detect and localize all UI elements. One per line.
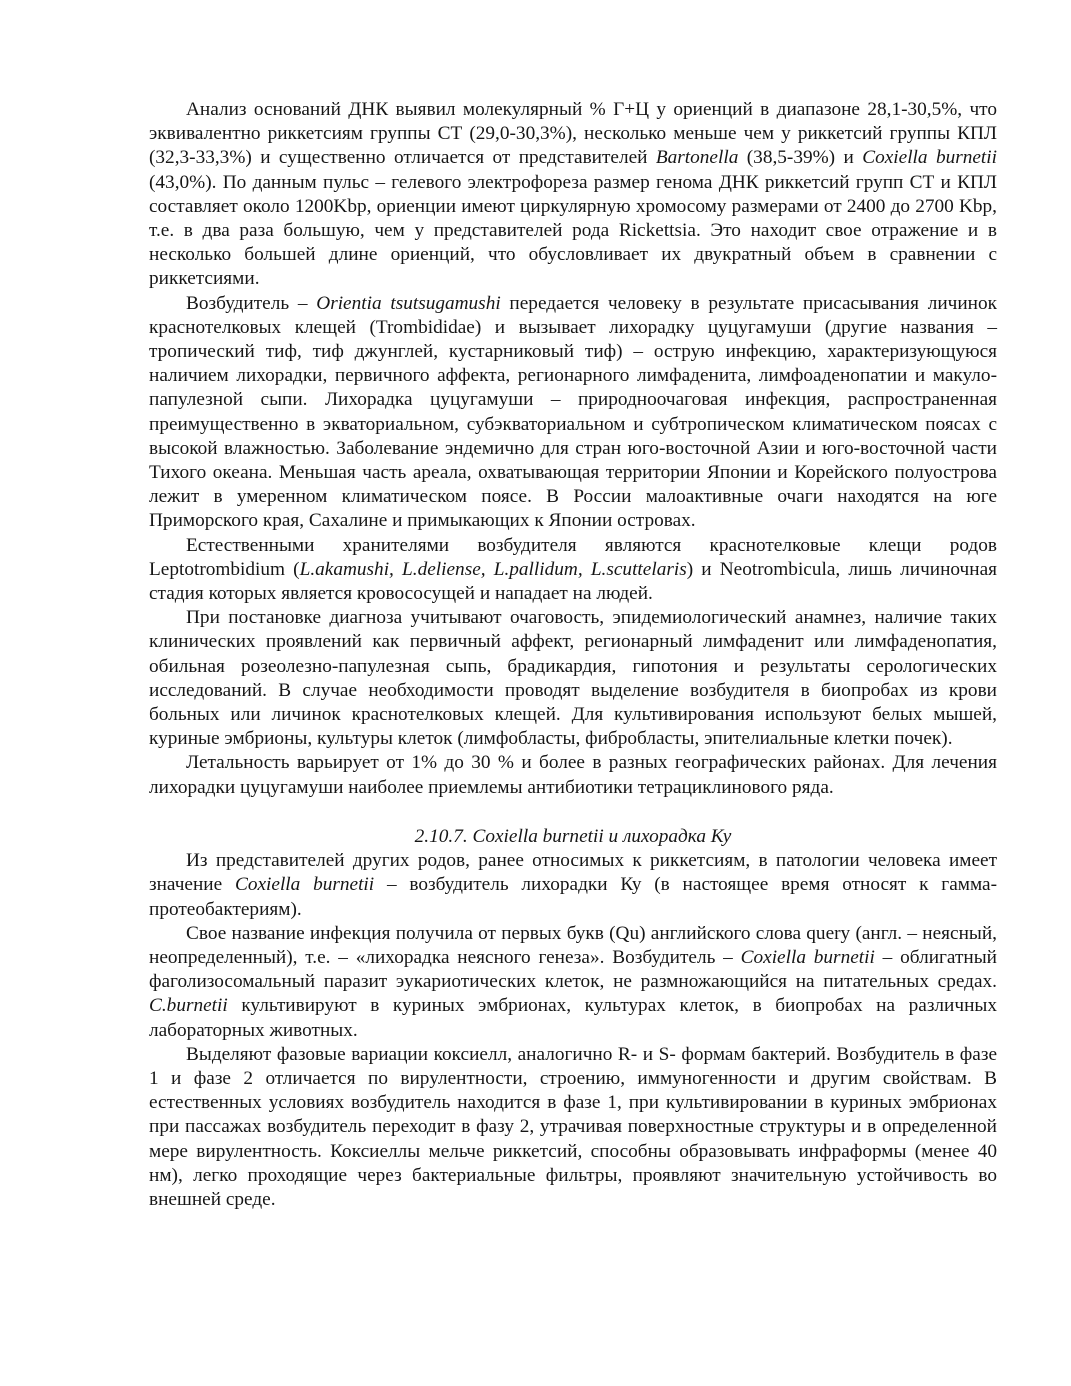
text-run: Естественными хранителями возбудителя являются краснотелковые клещи родов Leptotrombidium ( (149, 534, 997, 580)
text-run: Возбудитель – (186, 292, 317, 314)
text-run: передается человеку в результате присасывания личинок краснотелковых клещей (Trombididae) и вызывает лихорадку цуцугамуши (другие названия – тропический тиф, тиф джунглей, кустарниковый тиф) – острую инфекцию, характеризующуюся наличием лихорадки, первичного аффекта, регионарного лимфаденита, лимфоаденопатии и макуло-папулезной сыпи. Лихорадка цуцугамуши – природноочаговая инфекция, распространенная преимущественно в экваториальном, субэкваториальном и субтропическом климатическом поясах с высокой влажностью. Заболевание эндемично для стран юго-восточной Азии и юго-восточной части Тихого океана. Меньшая часть ареала, охватывающая территории Японии и Корейского полуострова лежит в умеренном климатическом поясе. В России малоактивные очаги находятся на юге Приморского края, Сахалине и примыкающих к Японии островах. (149, 292, 997, 532)
text-run: (38,5-39%) и (738, 147, 863, 169)
paragraph-orientia-pathogen (149, 292, 997, 534)
text-run-italic: Coxiella burnetii (234, 874, 375, 896)
text-run-italic: C.burnetii (149, 995, 228, 1017)
text-run-italic: Coxiella burnetii (740, 946, 875, 968)
text-run: – облигатный фаголизосомальный паразит эукариотических клеток, не размножающийся на питательных средах. (149, 946, 998, 993)
paragraph-q-fever-name (149, 922, 997, 1043)
text-run: Свое название инфекция получила от первых букв (Qu) английского слова query (англ. – неясный, неопределенный), т.е. – «лихорадка неясного генеза». Возбудитель – (149, 922, 997, 968)
paragraph-coxiella-intro (149, 849, 997, 922)
text-run: культивируют в куриных эмбрионах, культурах клеток, в биопробах на различных лабораторных животных. (149, 995, 997, 1041)
text-run: При постановке диагноза учитывают очаговость, эпидемиологический анамнез, наличие таких клинических проявлений как первичный аффект, регионарный лимфаденит или лимфаденопатия, обильная розеолезно-папулезная сыпь, брадикардия, гипотония и результаты серологических исследований. В случае необходимости проводят выделение возбудителя в биопробах из крови больных или личинок краснотелковых клещей. Для культивирования используют белых мышей, куриные эмбрионы, культуры клеток (лимфобласты, фибробласты, эпителиальные клетки почек). (149, 607, 997, 750)
text-run-italic: Bartonella (655, 147, 739, 169)
text-run: – возбудитель лихорадки Ку (в настоящее время относят к гамма-протеобактериям). (149, 874, 998, 920)
paragraph-natural-hosts (149, 534, 997, 607)
paragraph-phase-variation (149, 1043, 997, 1212)
text-run-italic: Orientia tsutsugamushi (316, 292, 501, 314)
text-run: Анализ оснований ДНК выявил молекулярный % Г+Ц у ориенций в диапазоне 28,1-30,5%, что эквивалентно риккетсиям группы СТ (29,0-30,3%), несколько меньше чем у риккетсий группы КПЛ (32,3-33,3%) и существенно отличается от представителей (149, 99, 997, 169)
document-page (149, 98, 997, 1212)
text-run: Выделяют фазовые вариации коксиелл, аналогично R- и S- формам бактерий. Возбудитель в фазе 1 и фазе 2 отличается по вирулентности, строению, иммуногенности и другим свойствам. В естественных условиях возбудитель находится в фазе 1, при культивировании в куриных эмбрионах при пассажах возбудитель переходит в фазу 2, утрачивая поверхностные структуры и в определенной мере вирулентность. Коксиеллы мельче риккетсий, способны образовывать инфраформы (менее 40 нм), легко проходящие через бактериальные фильтры, проявляют значительную устойчивость во внешней среде. (149, 1043, 997, 1210)
text-run-italic: Coxiella burnetii (862, 147, 997, 169)
paragraph-diagnosis (149, 606, 997, 751)
text-run: (43,0%). По данным пульс – гелевого электрофореза размер генома ДНК риккетсий групп СТ и КПЛ составляет около 1200Kbp, ориенции имеют циркулярную хромосому размерами от 2400 до 2700 Kbp, т.е. в два раза большую, чем у представителей рода Rickettsia. Это находит свое отражение и в несколько большей длине ориенций, что обусловливает их двукратный объем в сравнении с риккетсиями. (149, 171, 997, 290)
text-run: Из представителей других родов, ранее относимых к риккетсиям, в патологии человека имеет значение (149, 850, 997, 896)
text-run: ) и Neotrombicula, лишь личиночная стадия которых является кровососущей и нападает на людей. (149, 558, 997, 605)
heading-text: 2.10.7. Coxiella burnetii и лихорадка Ку (414, 825, 732, 847)
text-run: Летальность варьирует от 1% до 30 % и более в разных географических районах. Для лечения лихорадки цуцугамуши наиболее приемлемы антибиотики тетрациклинового ряда. (149, 752, 997, 798)
text-run-italic: L.akamushi, L.deliense, L.pallidum, L.scuttelaris (299, 558, 687, 580)
paragraph-dna-analysis (149, 98, 997, 292)
paragraph-lethality (149, 751, 997, 799)
section-heading (149, 825, 997, 849)
